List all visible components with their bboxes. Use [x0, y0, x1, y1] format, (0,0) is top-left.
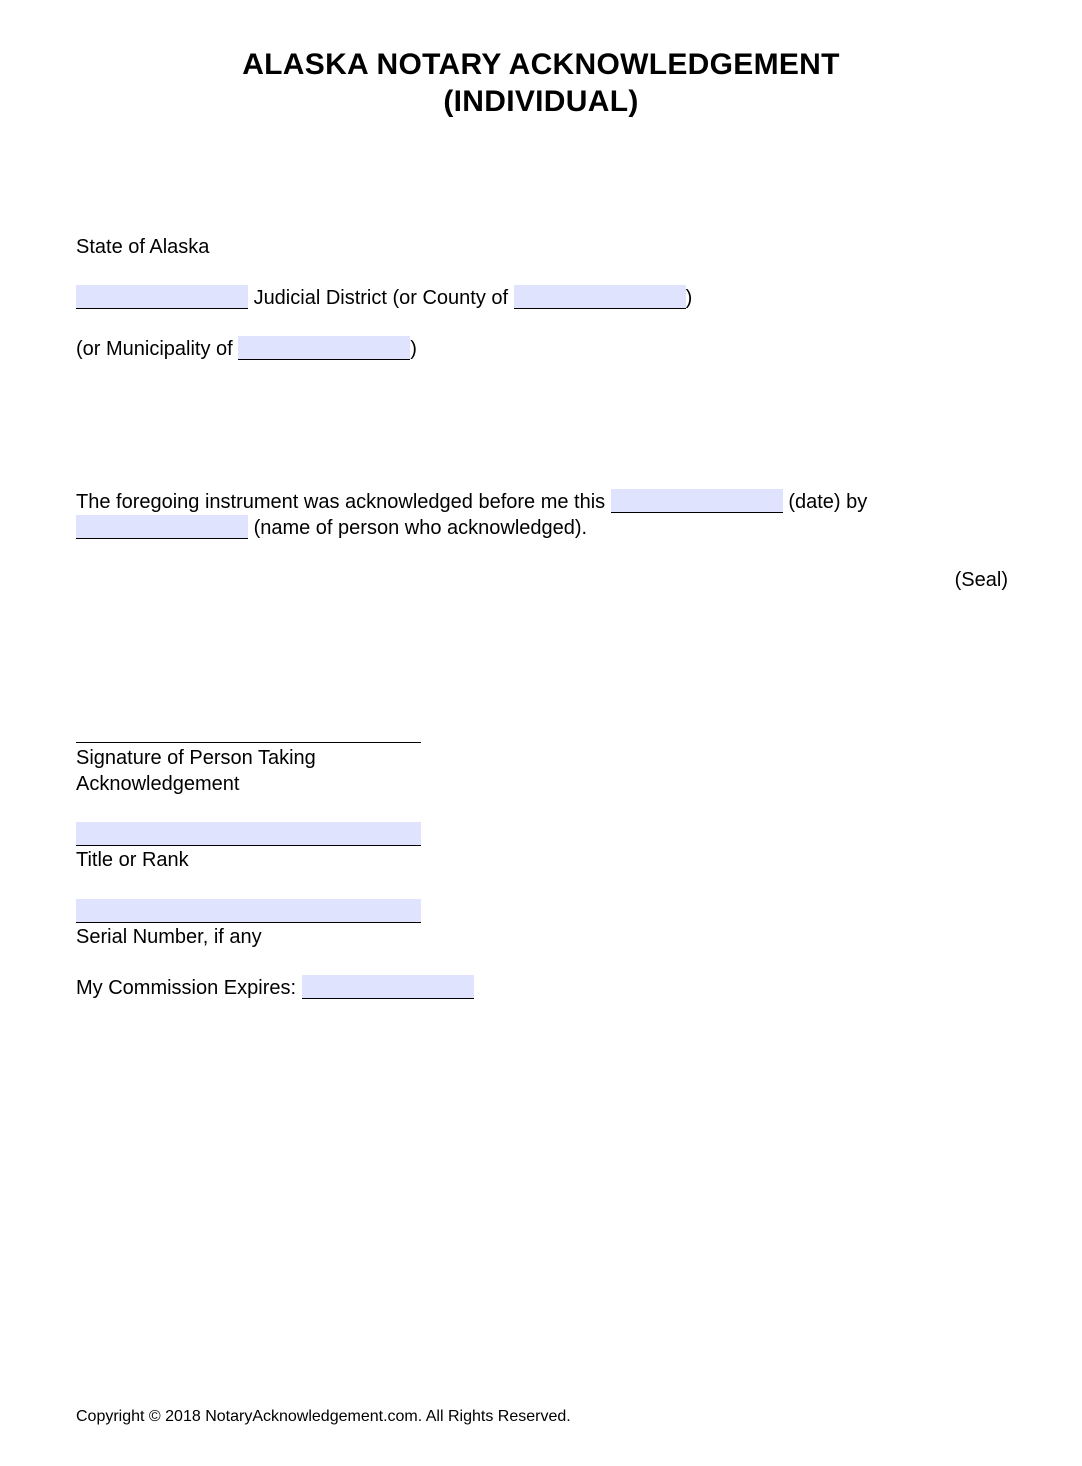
date-field[interactable]: [611, 489, 783, 513]
document-title: ALASKA NOTARY ACKNOWLEDGEMENT: [242, 48, 840, 81]
serial-number-label: Serial Number, if any: [76, 926, 262, 948]
commission-line: [76, 975, 474, 1001]
acknowledgement-sentence-line1: [76, 489, 867, 515]
commission-label: My Commission Expires:: [76, 977, 297, 999]
person-name-field[interactable]: [76, 515, 248, 539]
commission-expires-field[interactable]: [302, 975, 474, 999]
signature-line[interactable]: [76, 742, 421, 743]
state-label: State of Alaska: [76, 236, 210, 258]
title-rank-field[interactable]: [76, 822, 421, 846]
date-by-label: (date) by: [788, 491, 868, 513]
judicial-district-label: Judicial District (or County of: [253, 287, 509, 309]
municipality-line: [76, 336, 417, 362]
person-name-label: (name of person who acknowledged).: [253, 517, 588, 539]
acknowledgement-sentence-line2: [76, 515, 587, 541]
municipality-label: (or Municipality of: [76, 338, 233, 360]
title-rank-label: Title or Rank: [76, 849, 189, 871]
municipality-close-paren: ): [410, 338, 417, 360]
judicial-district-line: [76, 285, 692, 311]
county-close-paren: ): [685, 287, 693, 309]
acknowledgement-text-part1: The foregoing instrument was acknowledged before me this: [76, 491, 606, 513]
serial-number-field[interactable]: [76, 899, 421, 923]
copyright-footer: Copyright © 2018 NotaryAcknowledgement.com. All Rights Reserved.: [76, 1408, 571, 1425]
signature-label-line2: Acknowledgement: [76, 773, 240, 795]
municipality-field[interactable]: [238, 336, 410, 360]
seal-label: (Seal): [954, 569, 1008, 591]
county-field[interactable]: [514, 285, 686, 309]
document-subtitle: (INDIVIDUAL): [443, 85, 639, 118]
signature-label-line1: Signature of Person Taking: [76, 747, 316, 769]
judicial-district-field[interactable]: [76, 285, 248, 309]
